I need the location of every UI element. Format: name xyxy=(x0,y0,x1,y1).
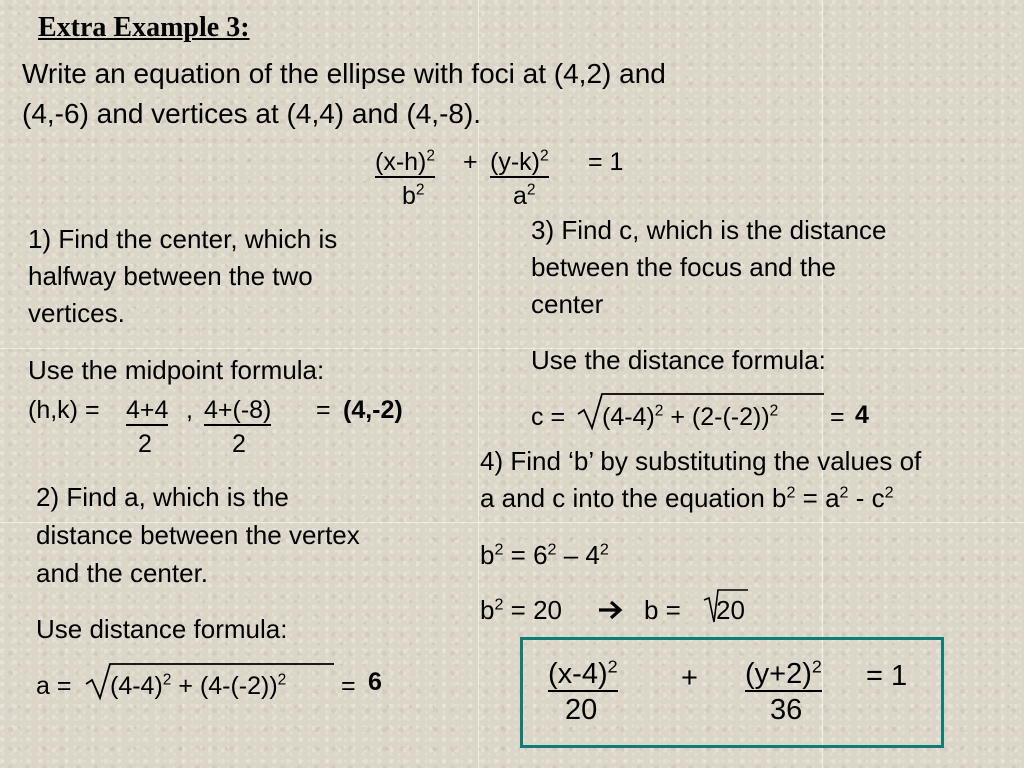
step1-num-y: 4+(-8) xyxy=(204,396,272,424)
answer-plus: + xyxy=(681,662,698,694)
step1-line-1: 1) Find the center, which is xyxy=(28,224,338,254)
step3-result: 4 xyxy=(855,401,869,429)
step3-line-2: between the focus and the xyxy=(531,252,837,282)
answer-num2: $(y+2)^2$ xyxy=(745,656,822,690)
step2-lhs: a = xyxy=(36,672,72,700)
answer-equals: = 1 xyxy=(866,660,908,692)
right-arrow-icon xyxy=(597,599,625,621)
step2-equals: = xyxy=(341,672,356,700)
step4-calc-1: $b^2 = 6^2 - 4^2$ xyxy=(480,540,609,570)
general-num1: $(x-h)^2$ xyxy=(375,147,436,176)
step4-line-1: 4) Find ‘b’ by substituting the values of xyxy=(480,446,922,476)
general-plus: + xyxy=(463,148,478,176)
grid-line xyxy=(0,348,1024,349)
step1-den-y: 2 xyxy=(232,430,246,458)
step1-equals: = xyxy=(316,396,331,424)
step4-root-value: 20 xyxy=(716,595,745,625)
step1-den-x: 2 xyxy=(138,430,152,458)
step2-line-2: distance between the vertex xyxy=(36,520,360,550)
step1-formula-label: Use the midpoint formula: xyxy=(28,355,325,385)
step2-formula-label: Use distance formula: xyxy=(36,614,288,644)
general-den2: $a^2$ xyxy=(513,181,536,210)
step1-result: (4,-2) xyxy=(343,396,403,424)
step2-radicand: $(4-4)^2 + (4-(-2))^2$ xyxy=(110,671,287,700)
answer-den1: 20 xyxy=(565,694,598,726)
answer-num1: $(x-4)^2$ xyxy=(548,656,618,690)
step3-line-1: 3) Find c, which is the distance xyxy=(531,215,887,245)
step2-line-1: 2) Find a, which is the xyxy=(36,482,289,512)
general-equals: = 1 xyxy=(588,148,624,176)
problem-line-1: Write an equation of the ellipse with foci at (4,2) and xyxy=(22,58,666,89)
general-num2: $(y-k)^2$ xyxy=(490,147,549,176)
step2-result: 6 xyxy=(368,668,382,696)
general-den1: $b^2$ xyxy=(402,181,425,210)
step2-line-3: and the center. xyxy=(36,558,209,588)
problem-line-2: (4,-6) and vertices at (4,4) and (4,-8). xyxy=(22,98,482,129)
step1-comma: , xyxy=(186,396,193,424)
step1-line-2: halfway between the two xyxy=(28,261,313,291)
step3-lhs: c = xyxy=(531,403,566,431)
step1-line-3: vertices. xyxy=(28,298,125,328)
step1-num-x: 4+4 xyxy=(126,396,169,424)
step3-line-3: center xyxy=(531,289,604,319)
step3-equals: = xyxy=(830,403,845,431)
step3-formula-label: Use the distance formula: xyxy=(531,345,826,375)
step4-b-equals: b = xyxy=(644,595,681,625)
step3-radicand: $(4-4)^2 + (2-(-2))^2$ xyxy=(602,402,779,431)
slide-title: Extra Example 3: xyxy=(38,12,250,43)
step4-calc-2: $b^2 = 20$ xyxy=(480,595,562,625)
answer-den2: 36 xyxy=(770,694,803,726)
step4-line-2: a and c into the equation $b^2 = a^2 - c^2$ xyxy=(480,483,894,513)
step1-hk: (h,k) = xyxy=(28,396,100,424)
